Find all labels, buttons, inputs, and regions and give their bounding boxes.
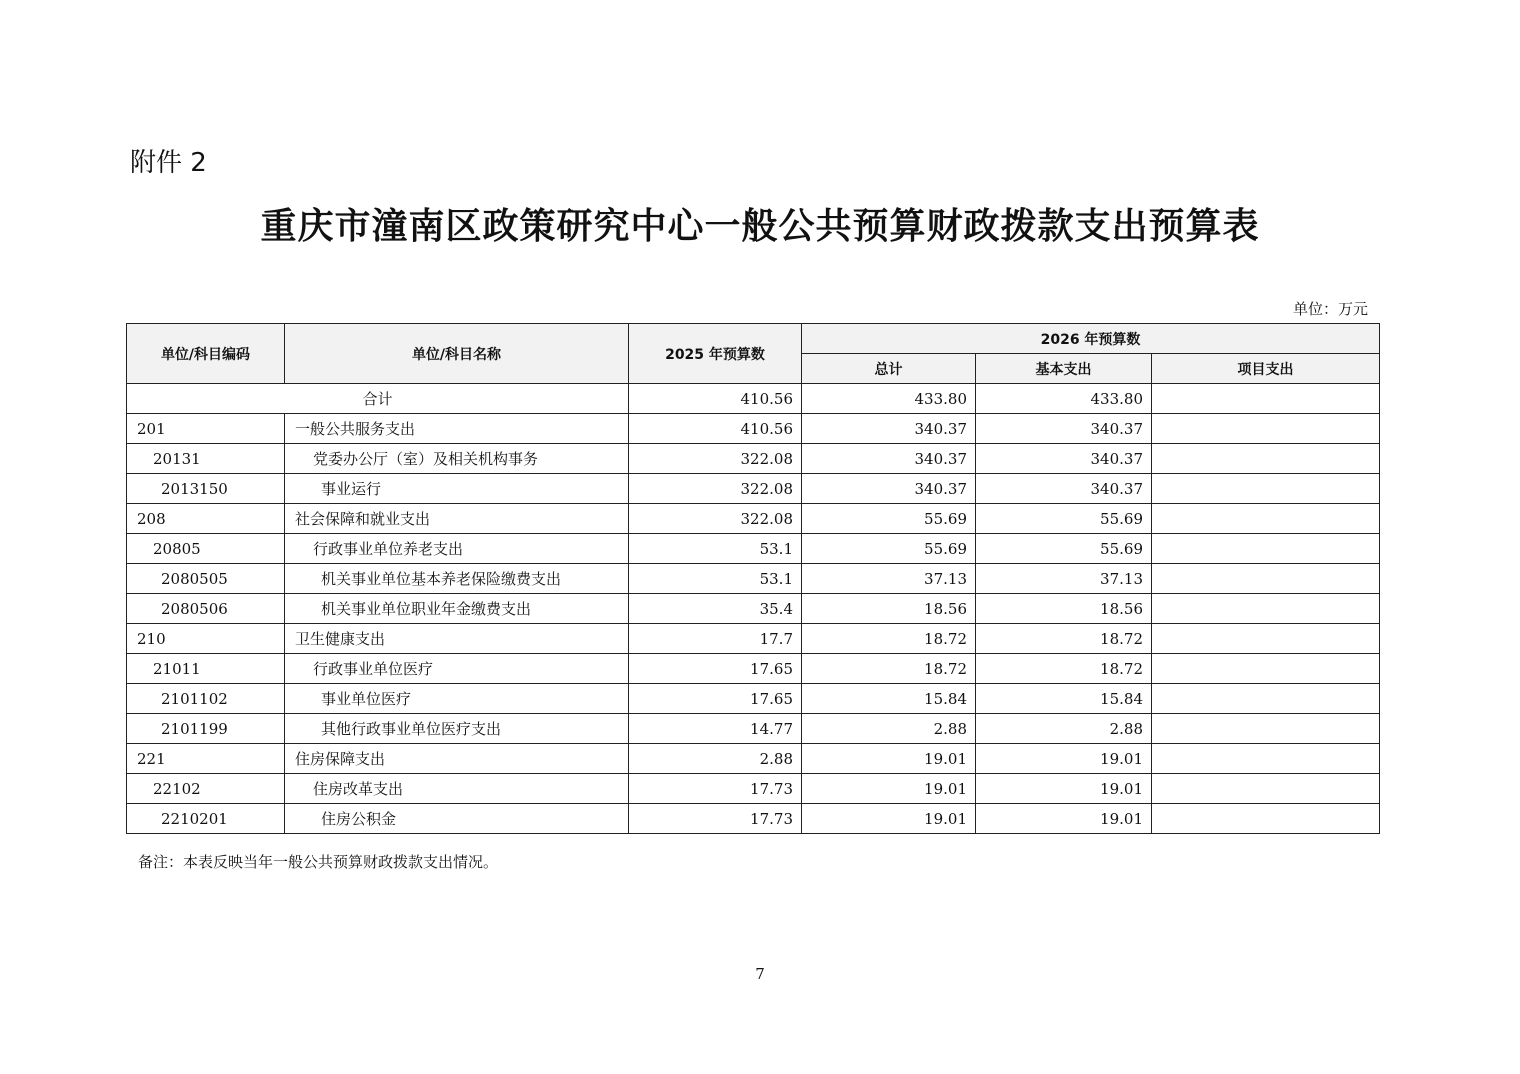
table-row xyxy=(127,414,1380,444)
table-row xyxy=(127,714,1380,744)
row-project xyxy=(1152,684,1380,714)
row-code: 2101102 xyxy=(127,684,285,714)
table-row xyxy=(127,444,1380,474)
row-budget-2025: 17.7 xyxy=(629,624,802,654)
row-project xyxy=(1152,654,1380,684)
row-name: 住房保障支出 xyxy=(285,744,629,774)
row-basic: 340.37 xyxy=(976,474,1152,504)
row-project xyxy=(1152,594,1380,624)
row-code: 2101199 xyxy=(127,714,285,744)
row-budget-2025: 17.65 xyxy=(629,684,802,714)
header-budget-2025: 2025 年预算数 xyxy=(629,324,802,384)
row-total: 55.69 xyxy=(802,504,976,534)
table-row xyxy=(127,564,1380,594)
attachment-label: 附件 2 xyxy=(130,148,207,178)
row-basic: 18.72 xyxy=(976,654,1152,684)
row-code: 2013150 xyxy=(127,474,285,504)
row-project xyxy=(1152,714,1380,744)
total-row-total: 433.80 xyxy=(802,384,976,414)
row-name: 事业运行 xyxy=(285,474,629,504)
row-budget-2025: 410.56 xyxy=(629,414,802,444)
header-budget-2026: 2026 年预算数 xyxy=(802,324,1380,354)
row-project xyxy=(1152,474,1380,504)
row-total: 18.72 xyxy=(802,624,976,654)
row-code: 208 xyxy=(127,504,285,534)
row-total: 18.56 xyxy=(802,594,976,624)
row-name: 党委办公厅（室）及相关机构事务 xyxy=(285,444,629,474)
row-total: 19.01 xyxy=(802,774,976,804)
row-budget-2025: 17.73 xyxy=(629,774,802,804)
row-basic: 340.37 xyxy=(976,444,1152,474)
row-name: 社会保障和就业支出 xyxy=(285,504,629,534)
row-name: 一般公共服务支出 xyxy=(285,414,629,444)
row-budget-2025: 53.1 xyxy=(629,564,802,594)
row-total: 18.72 xyxy=(802,654,976,684)
row-code: 2080505 xyxy=(127,564,285,594)
row-budget-2025: 17.65 xyxy=(629,654,802,684)
row-code: 20805 xyxy=(127,534,285,564)
row-code: 221 xyxy=(127,744,285,774)
table-row xyxy=(127,624,1380,654)
table-row xyxy=(127,594,1380,624)
row-total: 55.69 xyxy=(802,534,976,564)
row-project xyxy=(1152,444,1380,474)
row-code: 22102 xyxy=(127,774,285,804)
row-basic: 19.01 xyxy=(976,804,1152,834)
row-name: 机关事业单位基本养老保险缴费支出 xyxy=(285,564,629,594)
row-total: 15.84 xyxy=(802,684,976,714)
row-budget-2025: 53.1 xyxy=(629,534,802,564)
row-total: 340.37 xyxy=(802,474,976,504)
row-project xyxy=(1152,504,1380,534)
row-basic: 19.01 xyxy=(976,744,1152,774)
row-project xyxy=(1152,744,1380,774)
table-row xyxy=(127,504,1380,534)
row-budget-2025: 322.08 xyxy=(629,504,802,534)
row-total: 19.01 xyxy=(802,804,976,834)
row-name: 行政事业单位医疗 xyxy=(285,654,629,684)
row-budget-2025: 17.73 xyxy=(629,804,802,834)
total-row xyxy=(127,384,1380,414)
row-budget-2025: 35.4 xyxy=(629,594,802,624)
row-total: 2.88 xyxy=(802,714,976,744)
table-row xyxy=(127,654,1380,684)
table-row xyxy=(127,744,1380,774)
row-budget-2025: 322.08 xyxy=(629,444,802,474)
row-basic: 37.13 xyxy=(976,564,1152,594)
total-row-basic: 433.80 xyxy=(976,384,1152,414)
row-project xyxy=(1152,414,1380,444)
header-total: 总计 xyxy=(802,354,976,384)
row-basic: 2.88 xyxy=(976,714,1152,744)
row-project xyxy=(1152,624,1380,654)
table-header xyxy=(127,324,1380,384)
table-body xyxy=(127,384,1380,834)
row-total: 19.01 xyxy=(802,744,976,774)
row-basic: 18.56 xyxy=(976,594,1152,624)
row-project xyxy=(1152,534,1380,564)
header-project: 项目支出 xyxy=(1152,354,1380,384)
row-budget-2025: 2.88 xyxy=(629,744,802,774)
row-total: 340.37 xyxy=(802,444,976,474)
page-title: 重庆市潼南区政策研究中心一般公共预算财政拨款支出预算表 xyxy=(260,205,1260,247)
row-name: 住房公积金 xyxy=(285,804,629,834)
page-number: 7 xyxy=(755,965,765,983)
row-code: 2080506 xyxy=(127,594,285,624)
row-code: 21011 xyxy=(127,654,285,684)
table-row xyxy=(127,774,1380,804)
budget-table xyxy=(126,323,1380,834)
table-row xyxy=(127,474,1380,504)
header-code: 单位/科目编码 xyxy=(127,324,285,384)
row-code: 210 xyxy=(127,624,285,654)
row-budget-2025: 322.08 xyxy=(629,474,802,504)
table-note: 备注：本表反映当年一般公共预算财政拨款支出情况。 xyxy=(138,853,499,871)
unit-label: 单位：万元 xyxy=(1292,300,1368,318)
total-row-budget-2025: 410.56 xyxy=(629,384,802,414)
header-name: 单位/科目名称 xyxy=(285,324,629,384)
row-basic: 18.72 xyxy=(976,624,1152,654)
row-project xyxy=(1152,804,1380,834)
table-row xyxy=(127,534,1380,564)
row-budget-2025: 14.77 xyxy=(629,714,802,744)
row-project xyxy=(1152,774,1380,804)
table-row xyxy=(127,684,1380,714)
header-basic: 基本支出 xyxy=(976,354,1152,384)
row-project xyxy=(1152,564,1380,594)
total-row-project xyxy=(1152,384,1380,414)
row-total: 37.13 xyxy=(802,564,976,594)
row-name: 住房改革支出 xyxy=(285,774,629,804)
total-row-label: 合计 xyxy=(127,384,629,414)
row-name: 机关事业单位职业年金缴费支出 xyxy=(285,594,629,624)
row-name: 其他行政事业单位医疗支出 xyxy=(285,714,629,744)
row-code: 201 xyxy=(127,414,285,444)
row-code: 20131 xyxy=(127,444,285,474)
row-basic: 55.69 xyxy=(976,504,1152,534)
row-name: 事业单位医疗 xyxy=(285,684,629,714)
row-basic: 55.69 xyxy=(976,534,1152,564)
row-name: 卫生健康支出 xyxy=(285,624,629,654)
table-row xyxy=(127,804,1380,834)
row-code: 2210201 xyxy=(127,804,285,834)
row-basic: 15.84 xyxy=(976,684,1152,714)
row-basic: 340.37 xyxy=(976,414,1152,444)
row-basic: 19.01 xyxy=(976,774,1152,804)
row-name: 行政事业单位养老支出 xyxy=(285,534,629,564)
row-total: 340.37 xyxy=(802,414,976,444)
